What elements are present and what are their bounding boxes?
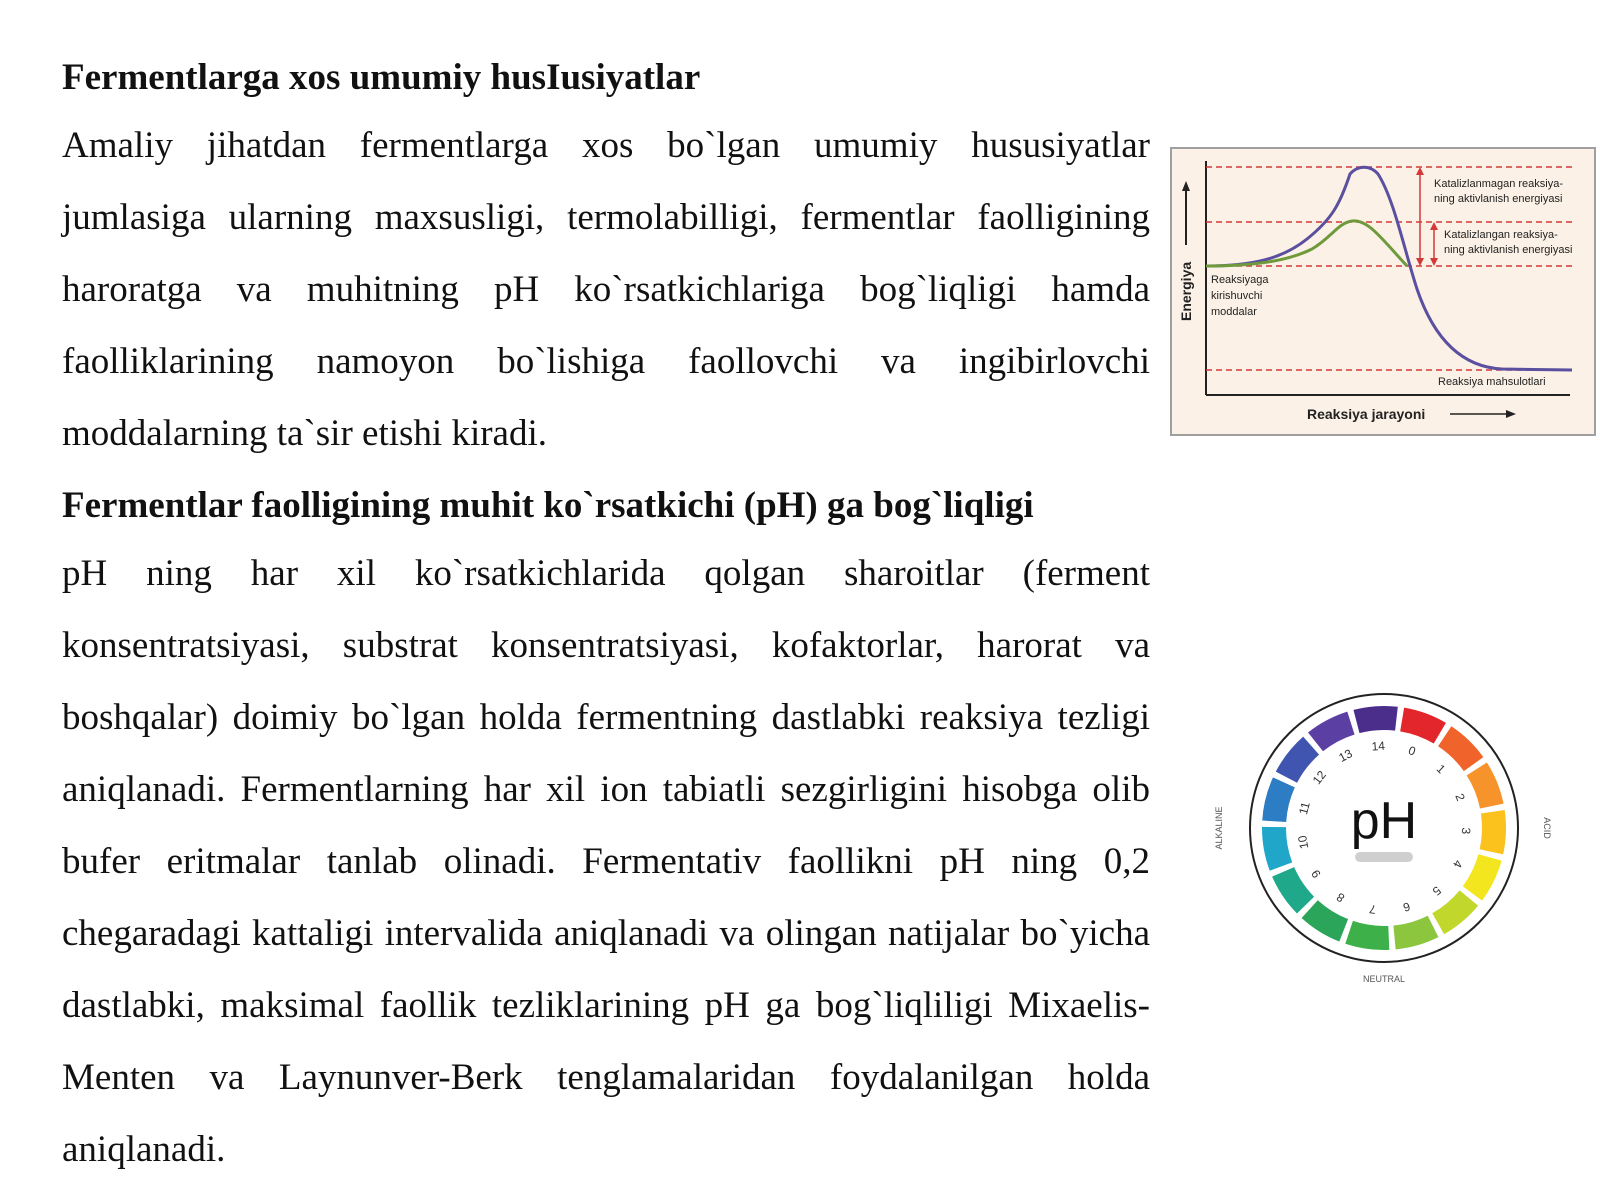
ph-acid-label: ACID [1542, 817, 1552, 839]
ph-scale-number: 13 [1336, 746, 1355, 765]
reactants-label-line1: Reaksiyaga [1211, 274, 1269, 286]
ph-center-label: pH [1350, 792, 1418, 850]
ph-scale-wheel [1214, 690, 1552, 1000]
paragraph-general-properties: Amaliy jihatdan fermentlarga xos bo`lgan umumiy hususiyatlar jumlasiga ularning maxsusligi, termolabilligi, fermentlar faolligining haroratga va muhitning pH ko`rsatkichlariga bog`liqligi hamda faolliklarining namoyon bo`lishiga faollovchi va ingibirlovchi moddalarning ta`sir etishi kiradi. [62, 125, 1150, 454]
reactants-label-line2: kirishuvchi [1211, 290, 1263, 302]
ph-scale-number: 5 [1429, 883, 1444, 899]
ph-scale-number: 6 [1401, 899, 1412, 915]
ph-segment [1393, 916, 1438, 950]
ph-segment [1262, 777, 1295, 822]
ph-scale-number: 14 [1371, 738, 1386, 754]
section-heading-ph-dependence: Fermentlar faolligining muhit ko`rsatkichi (pH) ga bog`liqligi [62, 485, 1034, 526]
ph-scale-number: 3 [1458, 827, 1474, 835]
ph-segment [1345, 921, 1389, 950]
ph-scale-number: 0 [1406, 743, 1418, 759]
activation-energy-diagram [1170, 147, 1596, 436]
ph-segment [1400, 708, 1446, 744]
ph-segment [1302, 900, 1349, 941]
ph-segment [1467, 762, 1504, 808]
catalyzed-label-line1: Katalizlangan reaksiya- [1444, 229, 1558, 241]
ph-alkaline-label: ALKALINE [1214, 806, 1224, 850]
y-axis-label: Energiya [1178, 261, 1194, 321]
reactants-label-line3: moddalar [1211, 306, 1257, 318]
ph-neutral-label: NEUTRAL [1362, 974, 1406, 984]
catalyzed-curve [1206, 221, 1407, 266]
catalyzed-label-line2: ning aktivlanish energiyasi [1444, 244, 1573, 256]
ph-segment [1353, 706, 1397, 733]
ph-segment [1308, 712, 1354, 752]
ph-segment [1463, 854, 1502, 900]
ph-segment [1272, 867, 1314, 913]
uncatalyzed-label-line2: ning aktivlanish energiyasi [1434, 193, 1563, 205]
ph-scale-number: 8 [1334, 889, 1348, 906]
catalyzed-arrowhead-top [1430, 222, 1438, 230]
uncatalyzed-label-line1: Katalizlanmagan reaksiya- [1434, 178, 1564, 190]
products-label: Reaksiya mahsulotlari [1438, 376, 1546, 388]
catalyzed-arrowhead-bottom [1430, 258, 1438, 266]
ph-scale-number: 1 [1433, 761, 1449, 777]
ph-scale-number: 4 [1449, 857, 1466, 871]
ph-segment [1262, 827, 1292, 871]
ph-scale-number: 12 [1309, 767, 1330, 788]
ph-scale-number: 10 [1295, 834, 1312, 851]
y-axis-arrowhead [1182, 181, 1190, 191]
ph-segment [1480, 810, 1506, 854]
ph-scale-number: 9 [1308, 867, 1324, 881]
section-heading-general-properties: Fermentlarga xos umumiy husIusiyatlar [62, 57, 701, 98]
activation-energy-svg [1172, 149, 1598, 438]
x-axis-label: Reaksiya jarayoni [1307, 406, 1426, 422]
ph-wheel-svg [1214, 690, 1552, 1000]
uncatalyzed-arrowhead-bottom [1416, 258, 1424, 266]
paragraph-ph-dependence: pH ning har xil ko`rsatkichlarida qolgan sharoitlar (ferment konsentratsiyasi, substrat konsentratsiyasi, kofaktorlar, harorat va boshqalar) doimiy bo`lgan holda fermentning dastlabki reaksiya tezligi aniqlanadi. Fermentlarning har xil ion tabiatli sezgirligini hisobga olib bufer eritmalar tanlab olinadi. Fermentativ faollikni pH ning 0,2 chegaradagi kattaligi intervalida aniqlanadi va olingan natijalar bo`yicha dastlabki, maksimal faollik tezliklarining pH ga bog`liqliligi Mixaelis-Menten va Laynunver-Berk tenglamalaridan foydalanilgan holda aniqlanadi. [62, 553, 1150, 1170]
ph-center-badge [1355, 852, 1413, 862]
x-axis-arrowhead [1506, 410, 1516, 418]
ph-scale-number: 2 [1452, 791, 1468, 804]
text-column [62, 50, 1150, 1186]
ph-scale-number: 11 [1296, 800, 1313, 816]
ph-scale-number: 7 [1368, 901, 1377, 917]
uncatalyzed-arrowhead-top [1416, 167, 1424, 175]
